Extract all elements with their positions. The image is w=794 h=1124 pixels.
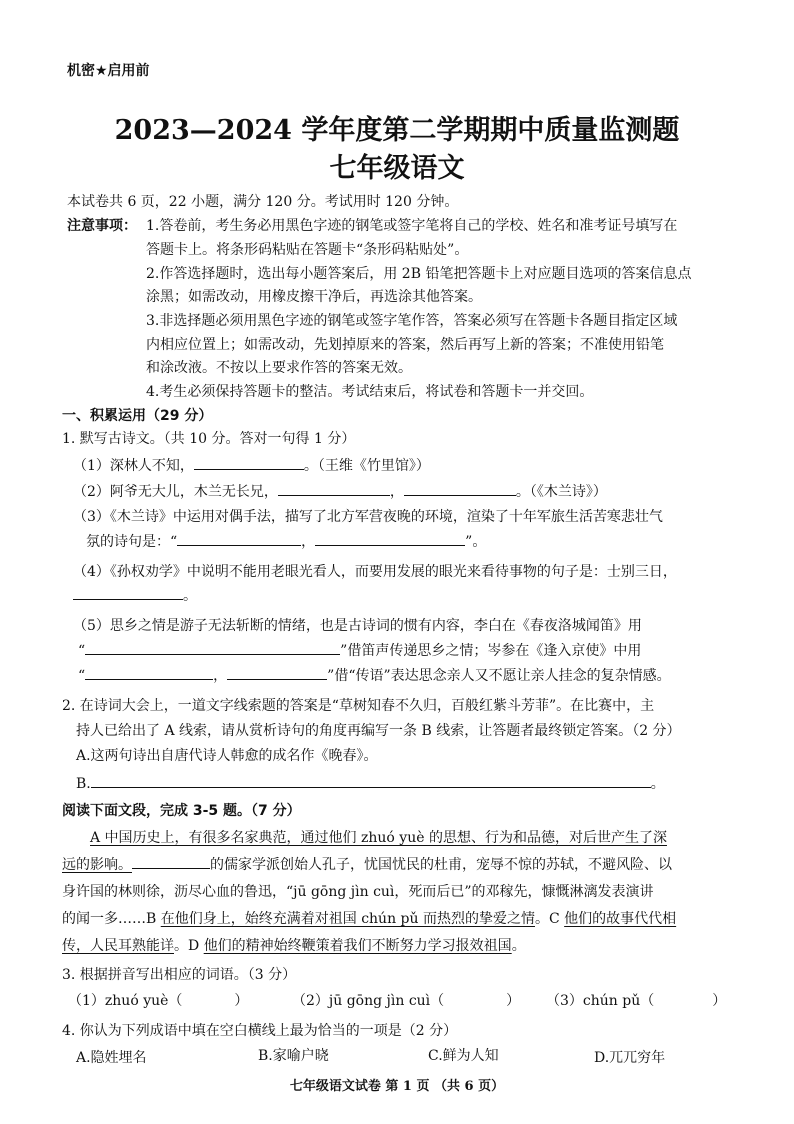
q1-stem: 1. 默写古诗文。（共 10 分。答对一句得 1 分） bbox=[62, 431, 356, 447]
q2-line2: 持人已给出了 A 线索，请从赏析诗句的角度再编写一条 B 线索，让答题者最终锁定答案。（2 分） bbox=[76, 723, 681, 739]
q3-item-2: （2）jū gōng jìn cuì（ ） bbox=[292, 993, 521, 1009]
q4-option-b[interactable]: B.家喻户晓 bbox=[258, 1048, 329, 1064]
q2-clue-b: B. 。 bbox=[76, 773, 665, 793]
exam-title: 2023—2024 学年度第二学期期中质量监测题 bbox=[114, 115, 680, 146]
answer-blank[interactable] bbox=[73, 585, 183, 600]
notice-item-3c: 和涂改液。不按以上要求作答的答案无效。 bbox=[146, 360, 412, 376]
reading-line-1: A 中国历史上，有很多名家典范，通过他们 zhuó yuè 的思想、行为和品德，对后世产生了深 bbox=[90, 830, 667, 846]
page-footer: 七年级语文试卷 第 1 页 （共 6 页） bbox=[289, 1079, 505, 1094]
subject-title: 七年级语文 bbox=[329, 153, 465, 184]
q4-stem: 4. 你认为下列成语中填在空白横线上最为恰当的一项是（2 分） bbox=[62, 1023, 458, 1039]
q1-sub4-line2: 。 bbox=[73, 585, 197, 605]
q1-sub5-line2: “ ”借笛声传递思乡之情；岑参在《逢入京使》中用 bbox=[78, 640, 641, 660]
q2-line1: 2. 在诗词大会上，一道文字线索题的答案是“草树知春不久归，百般红紫斗芳菲”。在比赛中，主 bbox=[62, 698, 655, 714]
answer-blank[interactable] bbox=[315, 531, 465, 546]
q3-item-1: （1）zhuó yuè（ ） bbox=[68, 993, 249, 1009]
section-1-title: 一、积累运用（29 分） bbox=[62, 408, 213, 424]
answer-blank[interactable] bbox=[278, 481, 390, 496]
notice-item-4: 4.考生必须保持答题卡的整洁。考试结束后，将试卷和答题卡一并交回。 bbox=[146, 384, 594, 400]
notice-item-1a: 1.答卷前，考生务必用黑色字迹的钢笔或签字笔将自己的学校、姓名和准考证号填写在 bbox=[146, 218, 678, 234]
q3-item-3: （3）chún pǔ（ ） bbox=[546, 993, 727, 1009]
q2-clue-a: A.这两句诗出自唐代诗人韩愈的成名作《晚春》。 bbox=[76, 748, 378, 764]
reading-line-4: 的闻一多……B 在他们身上，始终充满着对祖国 chún pǔ 而热烈的挚爱之情。C 他们的故事代代相 bbox=[62, 911, 677, 927]
q1-sub2: （2）阿爷无大儿，木兰无长兄， ， 。（《木兰诗》） bbox=[73, 481, 607, 501]
notice-item-2b: 涂黑；如需改动，用橡皮擦干净后，再选涂其他答案。 bbox=[146, 289, 482, 305]
answer-blank[interactable] bbox=[85, 665, 213, 680]
answer-blank[interactable] bbox=[91, 773, 651, 788]
answer-blank[interactable] bbox=[194, 455, 304, 470]
q1-sub3-line1: （3）《木兰诗》中运用对偶手法，描写了北方军营夜晚的环境，渲染了十年军旅生活苦寒悲壮气 bbox=[73, 509, 663, 525]
answer-blank[interactable] bbox=[227, 665, 327, 680]
notice-item-2a: 2.作答选择题时，选出每小题答案后，用 2B 铅笔把答题卡上对应题目选项的答案信息点 bbox=[146, 266, 692, 282]
q1-sub4-line1: （4）《孙权劝学》中说明不能用老眼光看人，而要用发展的眼光来看待事物的句子是：士别三日， bbox=[73, 564, 677, 580]
exam-intro: 本试卷共 6 页，22 小题，满分 120 分。考试用时 120 分钟。 bbox=[67, 194, 459, 210]
notice-item-3a: 3.非选择题必须用黑色字迹的钢笔或签字笔作答，答案必须写在答题卡各题目指定区域 bbox=[146, 313, 678, 329]
q4-option-c[interactable]: C.鲜为人知 bbox=[428, 1048, 499, 1064]
reading-line-5: 传，人民耳熟能详。D 他们的精神始终鞭策着我们不断努力学习报效祖国。 bbox=[62, 938, 526, 954]
answer-blank[interactable] bbox=[177, 531, 301, 546]
notice-label: 注意事项： bbox=[67, 218, 137, 234]
q1-sub5-line3: “ ， ”借“传语”表达思念亲人又不愿让亲人挂念的复杂情感。 bbox=[78, 665, 671, 685]
confidential-mark: 机密★启用前 bbox=[67, 63, 150, 79]
q4-option-a[interactable]: A.隐姓埋名 bbox=[76, 1050, 147, 1066]
notice-item-1b: 答题卡上。将条形码粘贴在答题卡“条形码粘贴处”。 bbox=[146, 242, 469, 258]
q1-sub3-line2: 氛的诗句是：“ ， ”。 bbox=[86, 531, 486, 551]
q4-option-d[interactable]: D.兀兀穷年 bbox=[594, 1050, 666, 1066]
q1-sub5-line1: （5）思乡之情是游子无法斩断的情绪，也是古诗词的惯有内容，李白在《春夜洛城闻笛》用 bbox=[73, 618, 642, 634]
answer-blank[interactable] bbox=[404, 481, 516, 496]
q1-sub1: （1）深林人不知， 。（王维《竹里馆》） bbox=[73, 455, 430, 475]
answer-blank[interactable] bbox=[132, 854, 210, 869]
reading-line-2: 远的影响。 的儒家学派创始人孔子，忧国忧民的杜甫，宠辱不惊的苏轼，不避风险、以 bbox=[62, 854, 672, 874]
q3-stem: 3. 根据拼音写出相应的词语。（3 分） bbox=[62, 967, 297, 983]
reading-line-3: 身许国的林则徐，沥尽心血的鲁迅，“jū gōng jìn cuì，死而后已”的邓稼先，慷慨淋漓发表演讲 bbox=[62, 884, 654, 900]
reading-title: 阅读下面文段，完成 3-5 题。（7 分） bbox=[62, 803, 301, 819]
answer-blank[interactable] bbox=[85, 640, 340, 655]
notice-item-3b: 内相应位置上；如需改动，先划掉原来的答案，然后再写上新的答案；不准使用铅笔 bbox=[146, 337, 664, 353]
